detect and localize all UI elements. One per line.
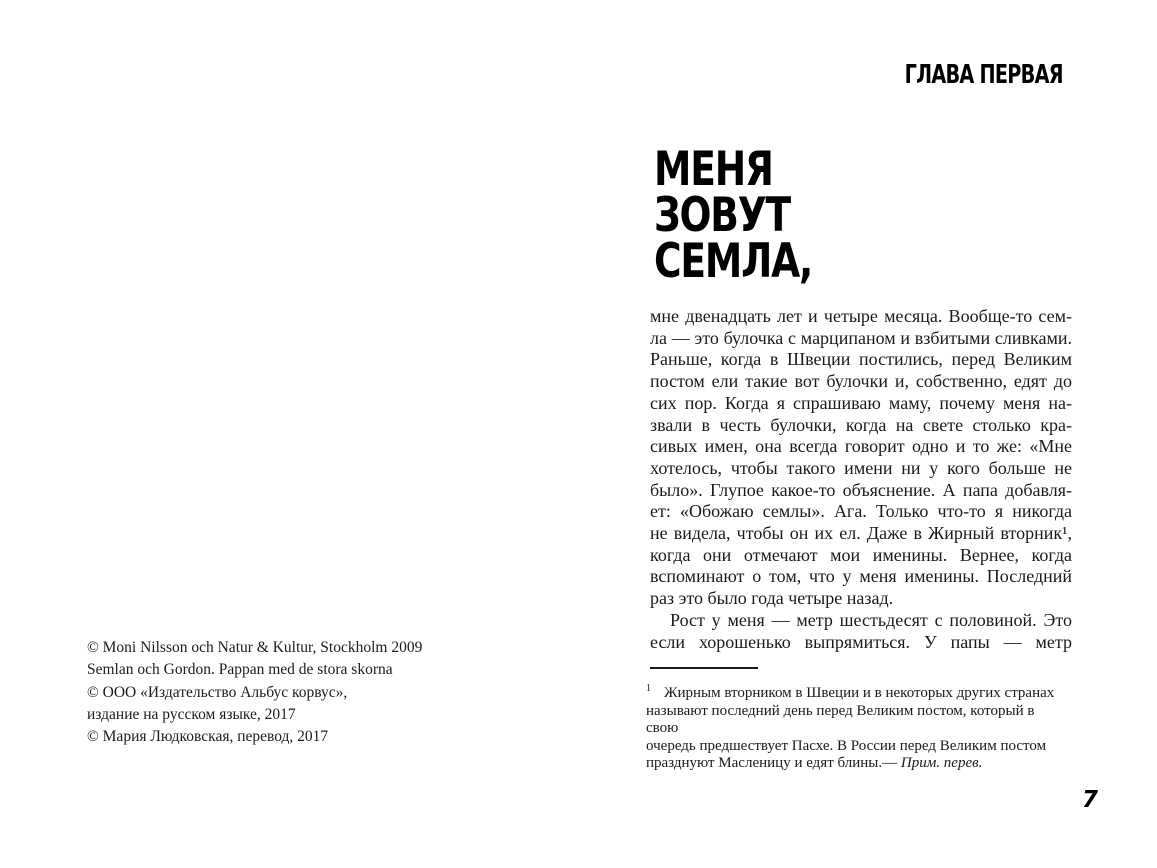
body-line: раз это было года четыре назад. (650, 588, 894, 609)
footnote-line-text: называют последний день перед Великим постом, который в свою (646, 702, 1035, 737)
chapter-title-line: СЕМЛА, (654, 234, 813, 289)
footnote-rule (650, 667, 758, 669)
footnote-line-text: очередь предшествует Пасхе. В России перед Великим постом (646, 737, 1047, 754)
body-line: мне двенадцать лет и четыре месяца. Вообще-то сем- (650, 306, 1072, 326)
body-line: сивых имен, она всегда говорит одно и то же: «Мне (650, 436, 1072, 457)
body-line: Раньше, когда в Швеции постились, перед Великим (650, 349, 1072, 370)
copyright-line: издание на русском языке, 2017 (87, 705, 296, 723)
body-line: звали в честь булочки, когда на свете столько кра- (650, 414, 1072, 435)
chapter-title-line: МЕНЯ (654, 142, 773, 197)
body-line: было». Глупое какое-то объяснение. А папа добавля- (650, 479, 1072, 500)
footnote-marker: 1 (646, 683, 651, 694)
body-line: вспоминают о том, что у меня именины. Последний (650, 566, 1072, 587)
copyright-line: © Мария Людковская, перевод, 2017 (87, 728, 329, 746)
body-line: когда они отмечают мои именины. Вернее, когда (650, 544, 1072, 565)
body-line: постом ели такие вот булочки и, собственно, едят до (650, 371, 1072, 392)
copyright-block (87, 637, 422, 748)
body-line: сих пор. Когда я спрашиваю маму, почему меня на- (650, 392, 1072, 413)
body-line: хотелось, чтобы такого имени ни у кого больше не (650, 457, 1072, 478)
footnote-line (646, 680, 1066, 703)
footnote-line-text: Жирным вторником в Швеции и в некоторых других странах (664, 685, 1055, 701)
body-line: не видела, чтобы он их ел. Даже в Жирный вторник¹, (650, 523, 1072, 544)
body-line: ет: «Обожаю семлы». Ага. Только что-то я никогда (650, 501, 1072, 522)
copyright-line: © ООО «Издательство Альбус корвус», (87, 683, 348, 701)
footnote-line (646, 738, 1066, 756)
body-text (650, 306, 1072, 653)
footnote-line (646, 703, 1066, 738)
chapter-heading: ГЛАВА ПЕРВАЯ (904, 60, 1063, 90)
copyright-line: Semlan och Gordon. Pappan med de stora skorna (87, 661, 393, 679)
footnote-translator-note: Прим. перев. (900, 755, 983, 772)
body-line: ла — это булочка с марципаном и взбитыми сливками. (650, 327, 1072, 348)
copyright-line: © Moni Nilsson och Natur & Kultur, Stockholm 2009 (87, 639, 423, 656)
chapter-title-line: ЗОВУТ (654, 188, 790, 243)
footnote (646, 680, 1066, 773)
footnote-line-text: празднуют Масленицу и едят блины.— (646, 755, 901, 772)
body-line: если хорошенько выпрямиться. У папы — метр (650, 631, 1072, 652)
body-line: Рост у меня — метр шестьдесят с половиной. Это (670, 609, 1072, 630)
page-number: 7 (1082, 787, 1099, 813)
chapter-title (654, 142, 813, 289)
footnote-line (646, 755, 1066, 773)
